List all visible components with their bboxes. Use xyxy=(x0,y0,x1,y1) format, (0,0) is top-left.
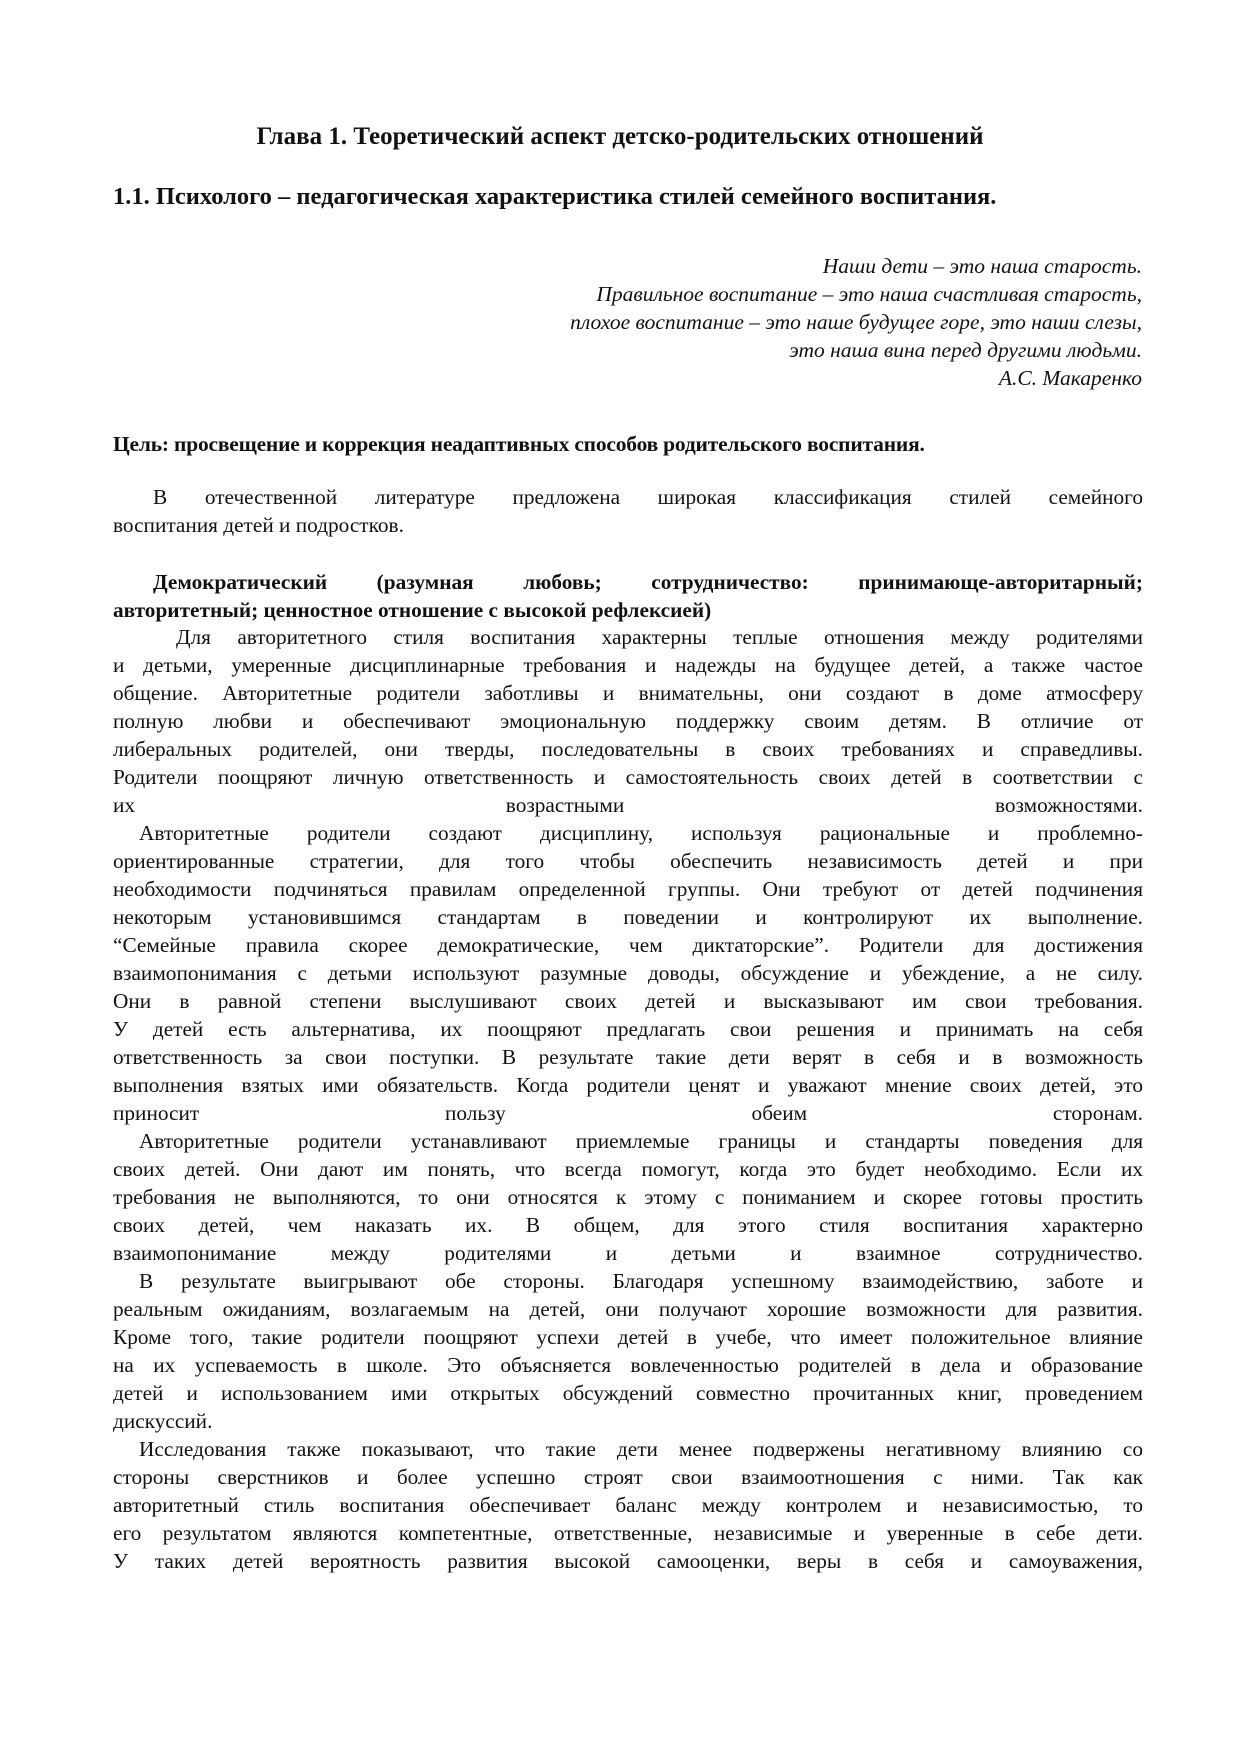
paragraph-line: стороны сверстников и более успешно строят свои взаимоотношения с ними. Так как xyxy=(113,1465,1143,1489)
paragraph-line: Родители поощряют личную ответственность и самостоятельность своих детей в соответствии с xyxy=(113,765,1143,789)
paragraph-line: Исследования также показывают, что такие дети менее подвержены негативному влиянию со xyxy=(139,1437,1143,1461)
paragraph-line: В отечественной литературе предложена широкая классификация стилей семейного xyxy=(153,485,1143,509)
epigraph-line: Наши дети – это наша старость. xyxy=(822,254,1142,278)
paragraph-line: необходимости подчиняться правилам определенной группы. Они требуют от детей подчинения xyxy=(113,877,1143,901)
paragraph-line: их возрастными возможностями. xyxy=(113,793,1143,817)
paragraph-line: его результатом являются компетентные, ответственные, независимые и уверенные в себе дети. xyxy=(113,1521,1143,1545)
paragraph-line: своих детей. Они дают им понять, что всегда помогут, когда это будет необходимо. Если их xyxy=(113,1157,1143,1181)
intro-paragraph xyxy=(113,483,1143,539)
paragraph-line: своих детей, чем наказать их. В общем, для этого стиля воспитания характерно xyxy=(113,1213,1143,1237)
body-text xyxy=(113,623,1143,1575)
heading-line: Демократический (разумная любовь; сотрудничество: принимающе-авторитарный; xyxy=(153,570,1143,594)
paragraph-line: ориентированные стратегии, для того чтобы обеспечить независимость детей и при xyxy=(113,849,1143,873)
section-title: 1.1. Психолого – педагогическая характеристика стилей семейного воспитания. xyxy=(113,183,997,210)
paragraph-line: выполнения взятых ими обязательств. Когда родители ценят и уважают мнение своих детей, это xyxy=(113,1073,1143,1097)
paragraph-line: общение. Авторитетные родители заботливы и внимательны, они создают в доме атмосферу xyxy=(113,681,1143,705)
paragraph-line: взаимопонимания с детьми используют разумные доводы, обсуждение и убеждение, а не силу. xyxy=(113,961,1143,985)
paragraph-line: Авторитетные родители устанавливают приемлемые границы и стандарты поведения для xyxy=(139,1129,1143,1153)
paragraph-line: Кроме того, такие родители поощряют успехи детей в учебе, что имеет положительное влияние xyxy=(113,1325,1143,1349)
paragraph-line: ответственность за свои поступки. В результате такие дети верят в себя и в возможность xyxy=(113,1045,1143,1069)
paragraph-line: авторитетный стиль воспитания обеспечивает баланс между контролем и независимостью, то xyxy=(113,1493,1143,1517)
paragraph-line: полную любви и обеспечивают эмоциональную поддержку своим детям. В отличие от xyxy=(113,709,1143,733)
paragraph-line: приносит пользу обеим сторонам. xyxy=(113,1101,1143,1125)
paragraph-line: на их успеваемость в школе. Это объясняется вовлеченностью родителей в дела и образование xyxy=(113,1353,1143,1377)
paragraph-line: воспитания детей и подростков. xyxy=(113,513,404,537)
paragraph-line: Они в равной степени выслушивают своих детей и высказывают им свои требования. xyxy=(113,989,1143,1013)
paragraph-line: дискуссий. xyxy=(113,1409,213,1433)
paragraph-line: “Семейные правила скорее демократические, чем диктаторские”. Родители для достижения xyxy=(113,933,1143,957)
epigraph-line: плохое воспитание – это наше будущее горе, это наши слезы, xyxy=(570,310,1142,334)
paragraph-line: У детей есть альтернатива, их поощряют предлагать свои решения и принимать на себя xyxy=(113,1017,1143,1041)
paragraph-line: и детьми, умеренные дисциплинарные требования и надежды на будущее детей, а также частое xyxy=(113,653,1143,677)
heading-line: авторитетный; ценностное отношение с высокой рефлексией) xyxy=(113,598,712,622)
epigraph-line: Правильное воспитание – это наша счастливая старость, xyxy=(596,282,1142,306)
paragraph-line: У таких детей вероятность развития высокой самооценки, веры в себя и самоуважения, xyxy=(113,1549,1143,1573)
goal-statement: Цель: просвещение и коррекция неадаптивных способов родительского воспитания. xyxy=(113,432,925,456)
epigraph-author: А.С. Макаренко xyxy=(998,366,1142,390)
paragraph-line: реальным ожиданиям, возлагаемым на детей, они получают хорошие возможности для развития. xyxy=(113,1297,1143,1321)
epigraph xyxy=(242,252,1142,392)
paragraph-line: требования не выполняются, то они относятся к этому с пониманием и скорее готовы простить xyxy=(113,1185,1143,1209)
democratic-style-heading xyxy=(113,568,1143,624)
paragraph-line: Для авторитетного стиля воспитания характерны теплые отношения между родителями xyxy=(176,625,1143,649)
paragraph-line: либеральных родителей, они тверды, последовательны в своих требованиях и справедливы. xyxy=(113,737,1143,761)
chapter-title: Глава 1. Теоретический аспект детско-родительских отношений xyxy=(256,123,984,150)
paragraph-line: взаимопонимание между родителями и детьми и взаимное сотрудничество. xyxy=(113,1241,1143,1265)
paragraph-line: В результате выигрывают обе стороны. Благодаря успешному взаимодействию, заботе и xyxy=(139,1269,1143,1293)
epigraph-line: это наша вина перед другими людьми. xyxy=(789,338,1142,362)
paragraph-line: детей и использованием ими открытых обсуждений совместно прочитанных книг, проведением xyxy=(113,1381,1143,1405)
paragraph-line: Авторитетные родители создают дисциплину, используя рациональные и проблемно- xyxy=(139,821,1143,845)
paragraph-line: некоторым установившимся стандартам в поведении и контролируют их выполнение. xyxy=(113,905,1143,929)
